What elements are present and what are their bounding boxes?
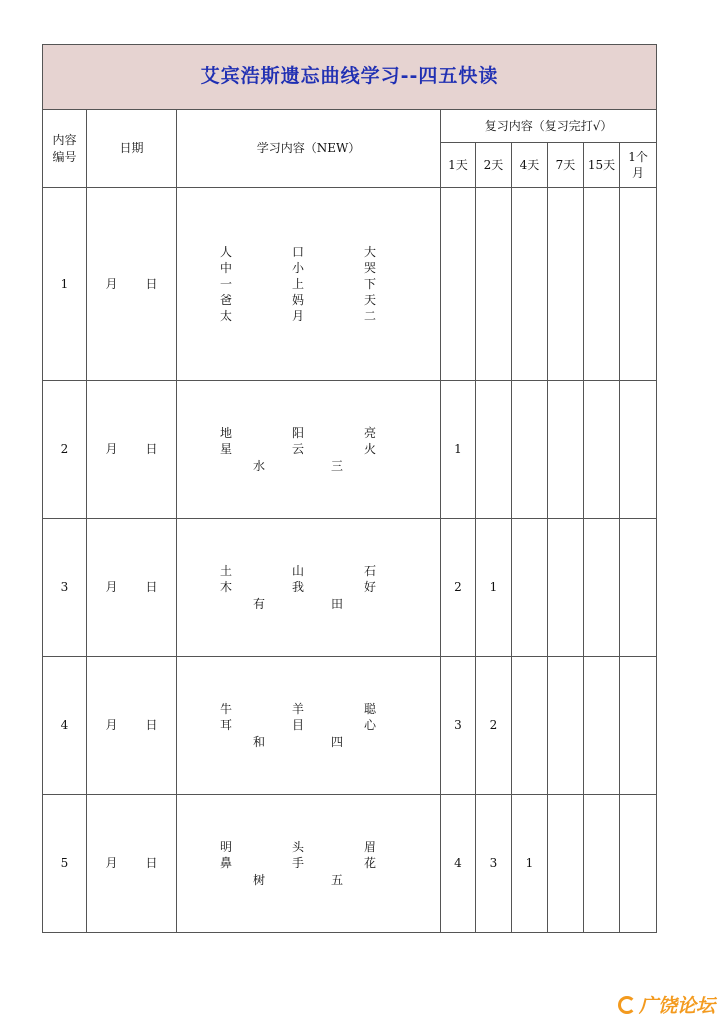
character-line xyxy=(220,244,376,260)
table-row xyxy=(43,795,657,933)
review-cell[interactable] xyxy=(584,795,620,933)
character: 木 xyxy=(220,580,233,595)
date-day: 日 xyxy=(145,718,158,733)
review-cell[interactable] xyxy=(620,188,657,381)
date-day: 日 xyxy=(145,580,158,595)
character-line xyxy=(220,855,376,871)
character-line xyxy=(220,701,376,717)
review-cell[interactable] xyxy=(512,188,548,381)
page-title: 艾宾浩斯遗忘曲线学习--四五快读 xyxy=(200,65,499,88)
review-cell[interactable] xyxy=(584,188,620,381)
review-cell[interactable] xyxy=(476,188,512,381)
character: 大 xyxy=(363,244,376,259)
review-cell[interactable] xyxy=(441,188,476,381)
character: 星 xyxy=(220,442,233,457)
character: 我 xyxy=(291,580,304,595)
learning-content xyxy=(177,188,441,381)
character-line xyxy=(253,458,343,474)
review-cell[interactable]: 2 xyxy=(441,519,476,657)
character: 三 xyxy=(330,458,343,473)
character: 好 xyxy=(363,580,376,595)
character: 哭 xyxy=(363,260,376,275)
character: 心 xyxy=(363,718,376,733)
header-date xyxy=(87,110,177,188)
character: 头 xyxy=(291,840,304,855)
review-cell[interactable] xyxy=(620,657,657,795)
header-day-label: 1天 xyxy=(448,157,468,172)
character: 眉 xyxy=(363,840,376,855)
header-day-label: 15天 xyxy=(587,157,616,172)
character-line xyxy=(220,260,376,276)
header-day-label: 1个 月 xyxy=(628,149,648,180)
date-month: 月 xyxy=(105,276,118,291)
character-line xyxy=(220,308,376,324)
character: 五 xyxy=(330,872,343,887)
character: 羊 xyxy=(291,702,304,717)
character: 一 xyxy=(220,276,233,291)
e-logo-icon xyxy=(618,996,636,1014)
review-cell[interactable] xyxy=(584,657,620,795)
date-day: 日 xyxy=(145,856,158,871)
header-number-label: 内容 编号 xyxy=(52,133,77,164)
learning-content xyxy=(177,795,441,933)
character: 下 xyxy=(363,276,376,291)
character-line xyxy=(220,839,376,855)
header-date-label: 日期 xyxy=(119,141,144,156)
date-month: 月 xyxy=(105,856,118,871)
review-cell[interactable] xyxy=(512,381,548,519)
header-day-1 xyxy=(476,143,512,188)
character: 上 xyxy=(291,276,304,291)
review-cell[interactable]: 1 xyxy=(512,795,548,933)
header-content-label: 学习内容（NEW） xyxy=(256,141,361,156)
character: 牛 xyxy=(220,702,233,717)
review-cell[interactable] xyxy=(476,381,512,519)
header-day-5 xyxy=(620,143,657,188)
character-line xyxy=(220,276,376,292)
character: 水 xyxy=(253,458,266,473)
character: 花 xyxy=(363,856,376,871)
row-number: 1 xyxy=(43,188,87,381)
row-date xyxy=(87,188,177,381)
character: 鼻 xyxy=(220,856,233,871)
review-cell[interactable] xyxy=(548,657,584,795)
date-day: 日 xyxy=(145,442,158,457)
review-cell[interactable] xyxy=(548,381,584,519)
character: 口 xyxy=(291,244,304,259)
character: 阳 xyxy=(291,426,304,441)
row-number: 5 xyxy=(43,795,87,933)
review-cell[interactable] xyxy=(548,519,584,657)
review-cell[interactable]: 3 xyxy=(441,657,476,795)
character-line xyxy=(220,717,376,733)
title-cell xyxy=(43,45,657,110)
character: 火 xyxy=(363,442,376,457)
review-cell[interactable] xyxy=(512,519,548,657)
character: 小 xyxy=(291,260,304,275)
table-row xyxy=(43,188,657,381)
table-row xyxy=(43,381,657,519)
character: 月 xyxy=(291,309,304,324)
character-line xyxy=(253,872,343,888)
character-line xyxy=(253,734,343,750)
row-date xyxy=(87,657,177,795)
row-number: 4 xyxy=(43,657,87,795)
character-line xyxy=(220,425,376,441)
review-cell[interactable] xyxy=(512,657,548,795)
review-cell[interactable] xyxy=(620,795,657,933)
header-review-label: 复习内容（复习完打√） xyxy=(484,118,613,133)
character: 天 xyxy=(363,293,376,308)
review-cell[interactable] xyxy=(620,519,657,657)
character: 耳 xyxy=(220,718,233,733)
review-cell[interactable] xyxy=(620,381,657,519)
character: 目 xyxy=(291,718,304,733)
header-number xyxy=(43,110,87,188)
date-day: 日 xyxy=(145,276,158,291)
date-month: 月 xyxy=(105,442,118,457)
header-day-label: 2天 xyxy=(483,157,504,172)
character: 树 xyxy=(253,872,266,887)
header-day-3 xyxy=(548,143,584,188)
character: 四 xyxy=(330,734,343,749)
row-number: 2 xyxy=(43,381,87,519)
logo-text: 广饶论坛 xyxy=(638,995,715,1017)
header-content xyxy=(177,110,441,188)
table-row xyxy=(43,519,657,657)
character: 二 xyxy=(363,309,376,324)
character: 和 xyxy=(253,734,266,749)
review-cell[interactable]: 2 xyxy=(476,657,512,795)
row-number: 3 xyxy=(43,519,87,657)
review-cell[interactable] xyxy=(584,519,620,657)
learning-content xyxy=(177,657,441,795)
character: 手 xyxy=(291,856,304,871)
character: 中 xyxy=(220,260,233,275)
header-day-label: 7天 xyxy=(555,157,576,172)
character: 妈 xyxy=(291,293,304,308)
forum-logo xyxy=(618,991,715,1018)
header-day-0 xyxy=(441,143,476,188)
date-month: 月 xyxy=(105,580,118,595)
character: 聪 xyxy=(363,702,376,717)
header-day-4 xyxy=(584,143,620,188)
date-month: 月 xyxy=(105,718,118,733)
character-line xyxy=(253,596,343,612)
review-cell[interactable] xyxy=(584,381,620,519)
character-line xyxy=(220,441,376,457)
row-date xyxy=(87,795,177,933)
character-line xyxy=(220,563,376,579)
character: 土 xyxy=(220,564,233,579)
review-cell[interactable]: 1 xyxy=(441,381,476,519)
character: 人 xyxy=(220,244,233,259)
header-day-label: 4天 xyxy=(519,157,540,172)
character-line xyxy=(220,292,376,308)
character: 爸 xyxy=(220,293,233,308)
row-date xyxy=(87,381,177,519)
learning-content xyxy=(177,381,441,519)
character: 石 xyxy=(363,564,376,579)
character: 田 xyxy=(330,596,343,611)
review-cell[interactable] xyxy=(548,795,584,933)
character: 云 xyxy=(291,442,304,457)
review-cell[interactable]: 3 xyxy=(476,795,512,933)
character: 地 xyxy=(220,426,233,441)
character: 太 xyxy=(220,309,233,324)
row-date xyxy=(87,519,177,657)
review-cell[interactable] xyxy=(548,188,584,381)
character-line xyxy=(220,579,376,595)
review-cell[interactable]: 1 xyxy=(476,519,512,657)
review-cell[interactable]: 4 xyxy=(441,795,476,933)
character: 明 xyxy=(220,840,233,855)
character: 山 xyxy=(291,564,304,579)
header-day-2 xyxy=(512,143,548,188)
learning-content xyxy=(177,519,441,657)
header-review xyxy=(441,110,657,143)
memory-curve-table xyxy=(42,44,657,933)
character: 有 xyxy=(253,596,266,611)
table-row xyxy=(43,657,657,795)
character: 亮 xyxy=(363,426,376,441)
